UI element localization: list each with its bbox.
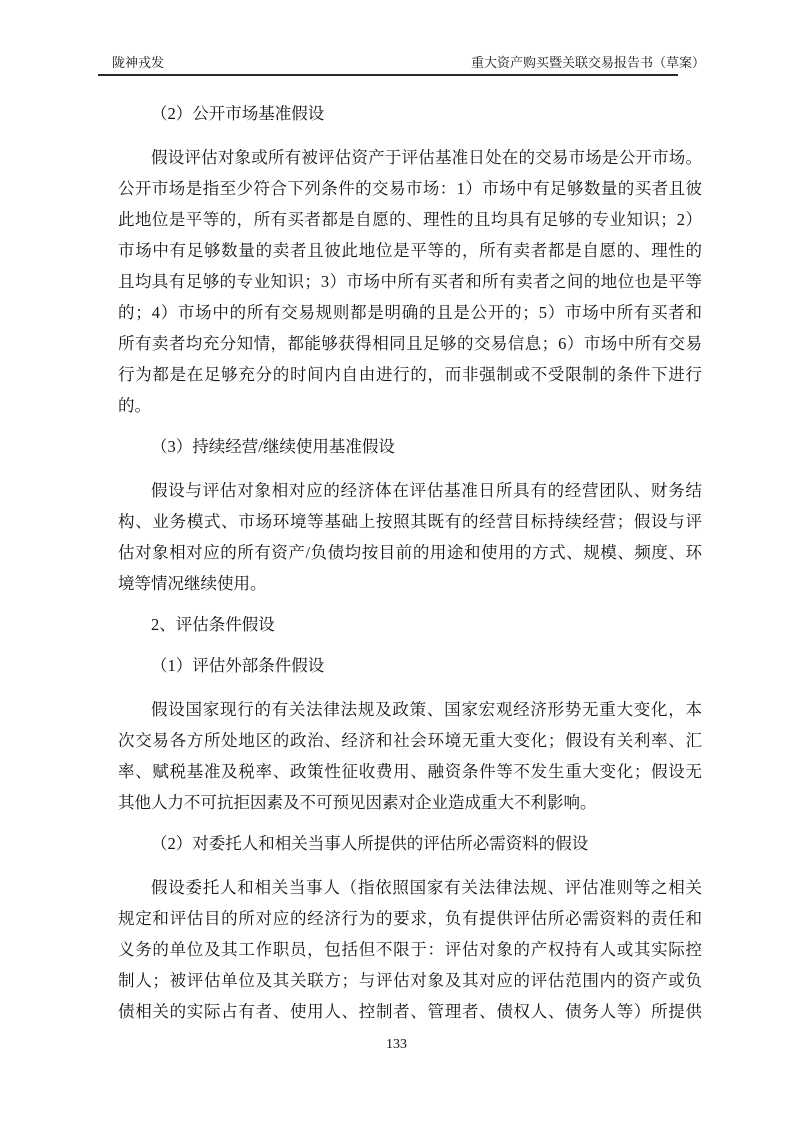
paragraph	[118, 142, 702, 421]
paragraph-line: 所有卖者均充分知情，都能够获得相同且足够的交易信息；6）市场中所有交易	[118, 334, 702, 353]
paragraph-line: 且均具有足够的专业知识；3）市场中所有买者和所有卖者之间的地位也是平等	[118, 272, 702, 291]
paragraph	[118, 872, 702, 1027]
paragraph-line: 市场中有足够数量的卖者且彼此地位是平等的，所有卖者都是自愿的、理性的	[118, 241, 702, 260]
header-company-name: 陇神戎发	[112, 55, 165, 70]
section-heading: 2、评估条件假设	[151, 615, 275, 634]
paragraph-line: 假设评估对象或所有被评估资产于评估基准日处在的交易市场是公开市场。	[151, 148, 702, 167]
paragraph	[118, 475, 702, 599]
paragraph-line: 规定和评估目的所对应的经济行为的要求，负有提供评估所必需资料的责任和	[118, 909, 702, 928]
paragraph-line: 假设与评估对象相对应的经济体在评估基准日所具有的经营团队、财务结	[151, 481, 702, 500]
paragraph-line: 债相关的实际占有者、使用人、控制者、管理者、债权人、债务人等）所提供	[118, 1002, 702, 1021]
paragraph-line: 假设委托人和相关当事人（指依照国家有关法律法规、评估准则等之相关	[151, 878, 702, 897]
paragraph-line: 此地位是平等的，所有买者都是自愿的、理性的且均具有足够的专业知识；2）	[118, 210, 702, 229]
page-number: 133	[386, 1037, 407, 1052]
section-heading: （3）持续经营/继续使用基准假设	[151, 437, 395, 456]
paragraph-line: 的；4）市场中的所有交易规则都是明确的且是公开的；5）市场中所有买者和	[118, 303, 702, 322]
paragraph-line: 公开市场是指至少符合下列条件的交易市场：1）市场中有足够数量的买者且彼	[118, 179, 702, 198]
section-heading: （2）公开市场基准假设	[151, 104, 325, 123]
paragraph-line: 估对象相对应的所有资产/负债均按目前的用途和使用的方式、规模、频度、环	[118, 543, 702, 562]
paragraph-line: 假设国家现行的有关法律法规及政策、国家宏观经济形势无重大变化，本	[151, 700, 702, 719]
paragraph-line: 率、赋税基准及税率、政策性征收费用、融资条件等不发生重大变化；假设无	[118, 762, 702, 781]
paragraph-line: 其他人力不可抗拒因素及不可预见因素对企业造成重大不利影响。	[118, 793, 597, 812]
paragraph-line: 行为都是在足够充分的时间内自由进行的，而非强制或不受限制的条件下进行	[118, 365, 702, 384]
section-heading: （2）对委托人和相关当事人所提供的评估所必需资料的假设	[151, 834, 589, 853]
paragraph-line: 的。	[118, 396, 151, 415]
paragraph	[118, 694, 702, 818]
paragraph-line: 境等情况继续使用。	[118, 574, 267, 593]
paragraph-line: 制人；被评估单位及其关联方；与评估对象及其对应的评估范围内的资产或负	[118, 971, 702, 990]
document-body	[118, 88, 702, 1027]
header-rule	[98, 74, 678, 76]
paragraph-line: 义务的单位及其工作职员，包括但不限于：评估对象的产权持有人或其实际控	[118, 940, 702, 959]
section-heading: （1）评估外部条件假设	[151, 656, 325, 675]
paragraph-line: 构、业务模式、市场环境等基础上按照其既有的经营目标持续经营；假设与评	[118, 512, 702, 531]
paragraph-line: 次交易各方所处地区的政治、经济和社会环境无重大变化；假设有关利率、汇	[118, 731, 702, 750]
header-report-title: 重大资产购买暨关联交易报告书（草案）	[470, 55, 705, 70]
